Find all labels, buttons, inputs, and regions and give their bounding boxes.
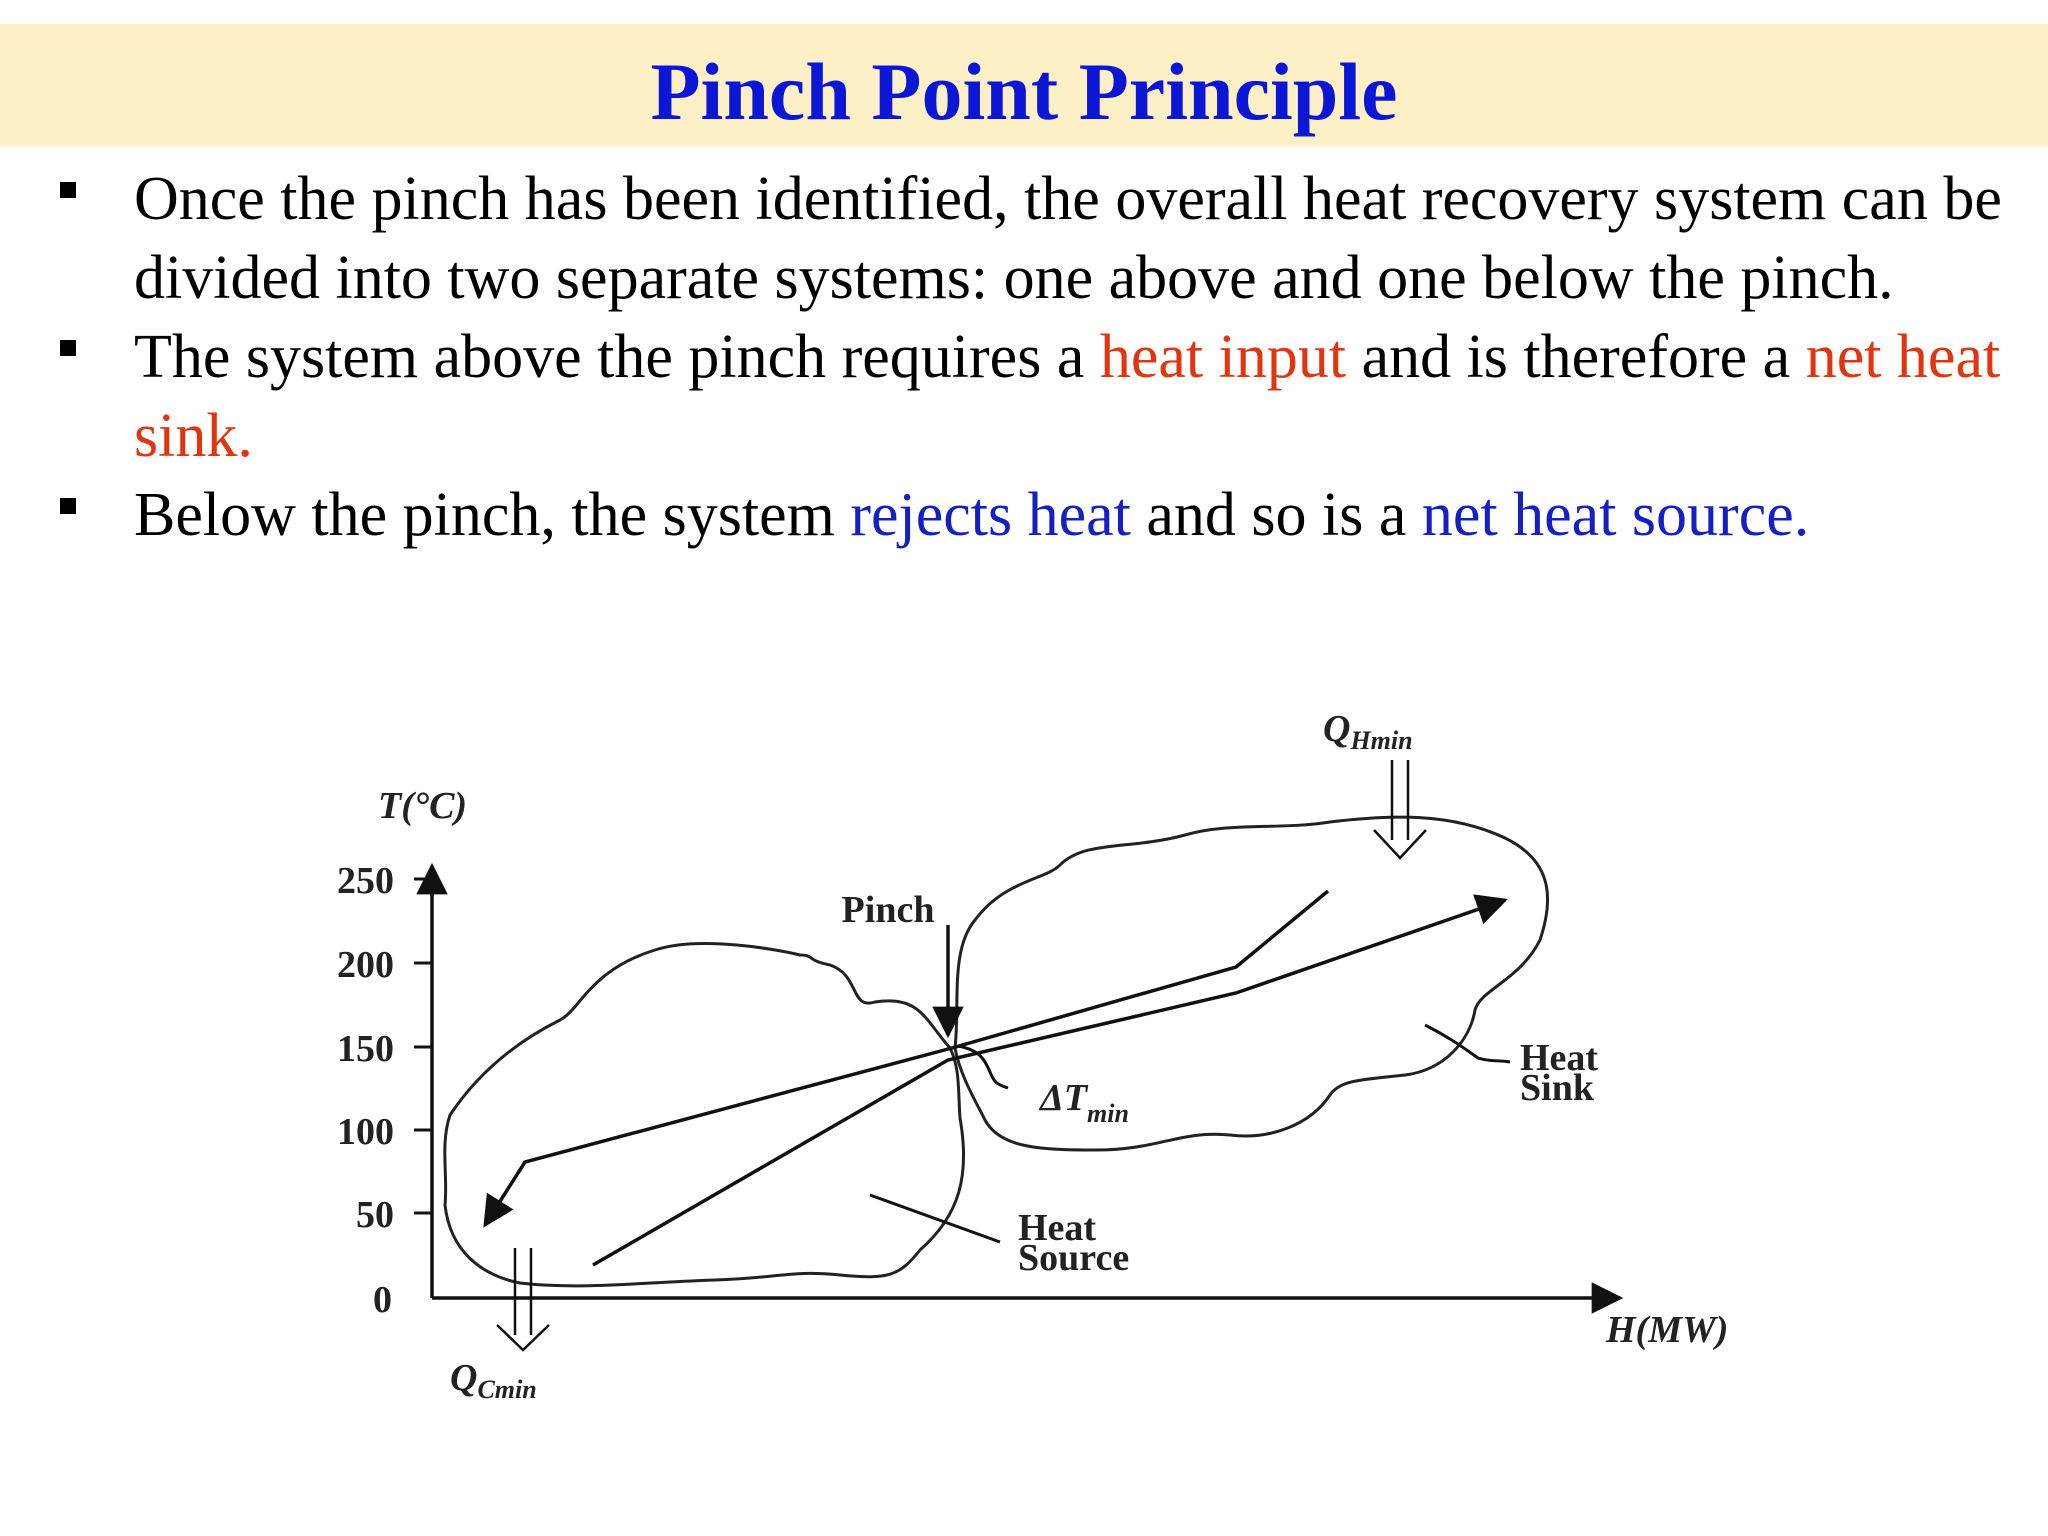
qhmin-double-arrow (1374, 760, 1426, 858)
y-tick-label: 150 (337, 1028, 394, 1070)
bullet-text-segment: and so is a (1130, 481, 1422, 549)
qhmin-arrow-head (1374, 830, 1426, 858)
pinch-label: Pinch (841, 889, 935, 931)
highlight-rejects-heat: rejects heat (850, 481, 1131, 549)
y-ticks (414, 879, 432, 1213)
qcmin-main: Q (450, 1357, 478, 1399)
dtmin-main: ΔT (1040, 1077, 1088, 1119)
x-axis-label: H(MW) (1606, 1309, 1729, 1351)
bullet-text-segment: Once the pinch has been identified, the overall heat recovery system can be divided into two separate systems: one above and one below the pinch. (134, 165, 2002, 312)
qhmin-label (1323, 708, 1413, 755)
hot-composite-curve (485, 891, 1328, 1225)
qcmin-arrow-head (497, 1325, 549, 1350)
qcmin-sub: Cmin (477, 1375, 537, 1404)
y-tick-label: 250 (337, 860, 394, 902)
qhmin-main: Q (1323, 708, 1351, 750)
heat-source-label-line1: Heat (1018, 1207, 1097, 1249)
bullet-text-segment: and is therefore a (1346, 323, 1806, 391)
highlight-net-heat-sink: net heat sink. (134, 323, 2001, 470)
highlight-net-heat-source: net heat source. (1421, 481, 1810, 549)
bullet-text-segment: Below the pinch, the system (134, 481, 851, 549)
y-tick-label: 100 (337, 1111, 394, 1153)
y-tick-label: 0 (373, 1279, 392, 1321)
y-tick-label: 50 (356, 1194, 394, 1236)
y-tick-label: 200 (337, 944, 394, 986)
bullet-text-segment: The system above the pinch requires a (134, 323, 1100, 391)
heat-sink-label-line2: Sink (1520, 1067, 1594, 1109)
y-axis-label: T(°C) (378, 785, 468, 827)
dtmin-label (1038, 1077, 1129, 1128)
heat-source-label-line2: Source (1018, 1237, 1130, 1279)
dtmin-sub: min (1087, 1099, 1129, 1128)
slide-title: Pinch Point Principle (650, 46, 1398, 137)
heat-sink-label-line1: Heat (1520, 1037, 1599, 1079)
qhmin-sub: Hmin (1350, 726, 1413, 755)
qcmin-label (450, 1357, 537, 1404)
highlight-heat-input: heat input (1099, 323, 1347, 391)
